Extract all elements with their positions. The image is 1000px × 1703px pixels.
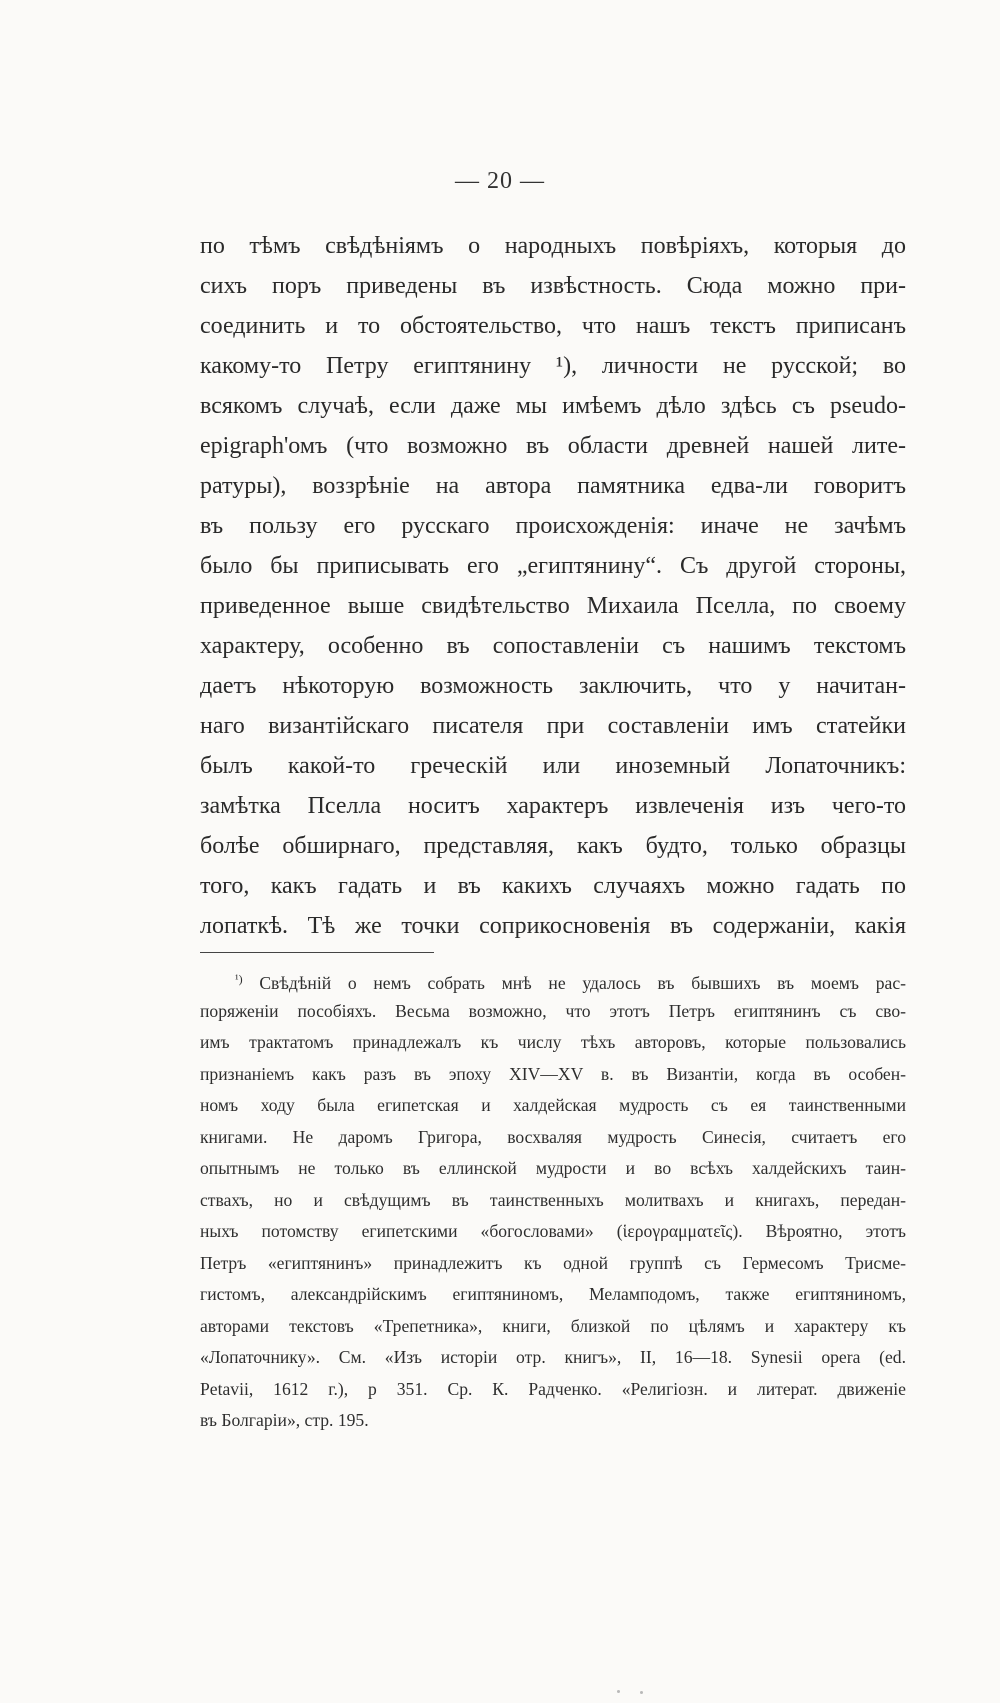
text-line: epigraph'омъ (что возможно въ области древней нашей лите- [200, 433, 906, 459]
text-line: соединить и то обстоятельство, что нашъ текстъ приписанъ [200, 313, 906, 339]
page-number: — 20 — [455, 168, 545, 194]
footnote-line: номъ ходу была египетская и халдейская мудрость съ ея таинственными [200, 1095, 906, 1115]
footnote-line: Petavii, 1612 г.), p 351. Ср. К. Радченко. «Религіозн. и литерат. движеніе [200, 1378, 906, 1399]
text-line: было бы приписывать его „египтянину“. Съ другой стороны, [200, 553, 906, 579]
footnote-line: поряженіи пособіяхъ. Весьма возможно, что этотъ Петръ египтянинъ съ сво- [200, 1000, 906, 1021]
text-line: приведенное выше свидѣтельство Михаила Пселла, по своему [200, 593, 906, 619]
text-line: лопаткѣ. Тѣ же точки соприкосновенія въ содержаніи, какія [200, 913, 906, 939]
text-line: былъ какой-то греческій или иноземный Лопаточникъ: [200, 753, 906, 779]
footnote-line: авторами текстовъ «Трепетника», книги, близкой по цѣлямъ и характеру къ [200, 1315, 906, 1336]
text-line: замѣтка Пселла носитъ характеръ извлеченія изъ чего-то [200, 793, 906, 819]
main-text [200, 226, 906, 946]
footnote-line: «Лопаточнику». См. «Изъ исторіи отр. книгъ», II, 16—18. Synesii opera (ed. [200, 1347, 906, 1367]
text-line: даетъ нѣкоторую возможность заключить, что у начитан- [200, 673, 906, 699]
footnote-line: въ Болгаріи», стр. 195. [200, 1410, 369, 1430]
text-line: болѣе обширнаго, представляя, какъ будто, только образцы [200, 833, 906, 859]
footnote [200, 964, 906, 1437]
text-line: ратуры), воззрѣніе на автора памятника едва-ли говоритъ [200, 473, 906, 499]
text-line: того, какъ гадать и въ какихъ случаяхъ можно гадать по [200, 873, 906, 899]
footnote-marker: ¹) [235, 972, 243, 986]
footnote-line: имъ трактатомъ принадлежалъ къ числу тѣхъ авторовъ, которые пользовались [200, 1032, 906, 1052]
footnote-line [200, 964, 906, 996]
text-line: въ пользу его русскаго происхожденія: иначе не зачѣмъ [200, 513, 906, 539]
footnote-rule [200, 952, 434, 953]
footnote-line: признаніемъ какъ разъ въ эпоху XIV—XV в. въ Византіи, когда въ особен- [200, 1063, 906, 1084]
footnote-line: книгами. Не даромъ Григора, восхваляя мудрость Синесія, считаетъ его [200, 1126, 906, 1147]
text-line: наго византійскаго писателя при составленіи имъ статейки [200, 713, 906, 739]
footnote-line: Петръ «египтянинъ» принадлежитъ къ одной группѣ съ Гермесомъ Трисме- [200, 1252, 906, 1273]
paper-speck [617, 1690, 620, 1693]
paper-speck [640, 1691, 643, 1694]
text-line: характеру, особенно въ сопоставленіи съ нашимъ текстомъ [200, 633, 906, 659]
footnote-line: ствахъ, но и свѣдущимъ въ таинственныхъ молитвахъ и книгахъ, передан- [200, 1189, 906, 1210]
text-line: какому-то Петру египтянину ¹), личности не русской; во [200, 353, 906, 379]
footnote-line: гистомъ, александрійскимъ египтяниномъ, Меламподомъ, также египтяниномъ, [200, 1284, 906, 1304]
text-line: всякомъ случаѣ, если даже мы имѣемъ дѣло здѣсь съ pseudo- [200, 393, 906, 419]
footnote-text: Свѣдѣній о немъ собрать мнѣ не удалось въ бывшихъ въ моемъ рас- [259, 973, 907, 993]
footnote-line: опытнымъ не только въ еллинской мудрости и во всѣхъ халдейскихъ таин- [200, 1158, 906, 1178]
text-line: по тѣмъ свѣдѣніямъ о народныхъ повѣріяхъ, которыя до [200, 233, 906, 259]
text-line: сихъ поръ приведены въ извѣстность. Сюда можно при- [200, 273, 906, 299]
footnote-line: ныхъ потомству египетскими «богословами» (ἱερογραμματεῖς). Вѣроятно, этотъ [200, 1221, 906, 1241]
